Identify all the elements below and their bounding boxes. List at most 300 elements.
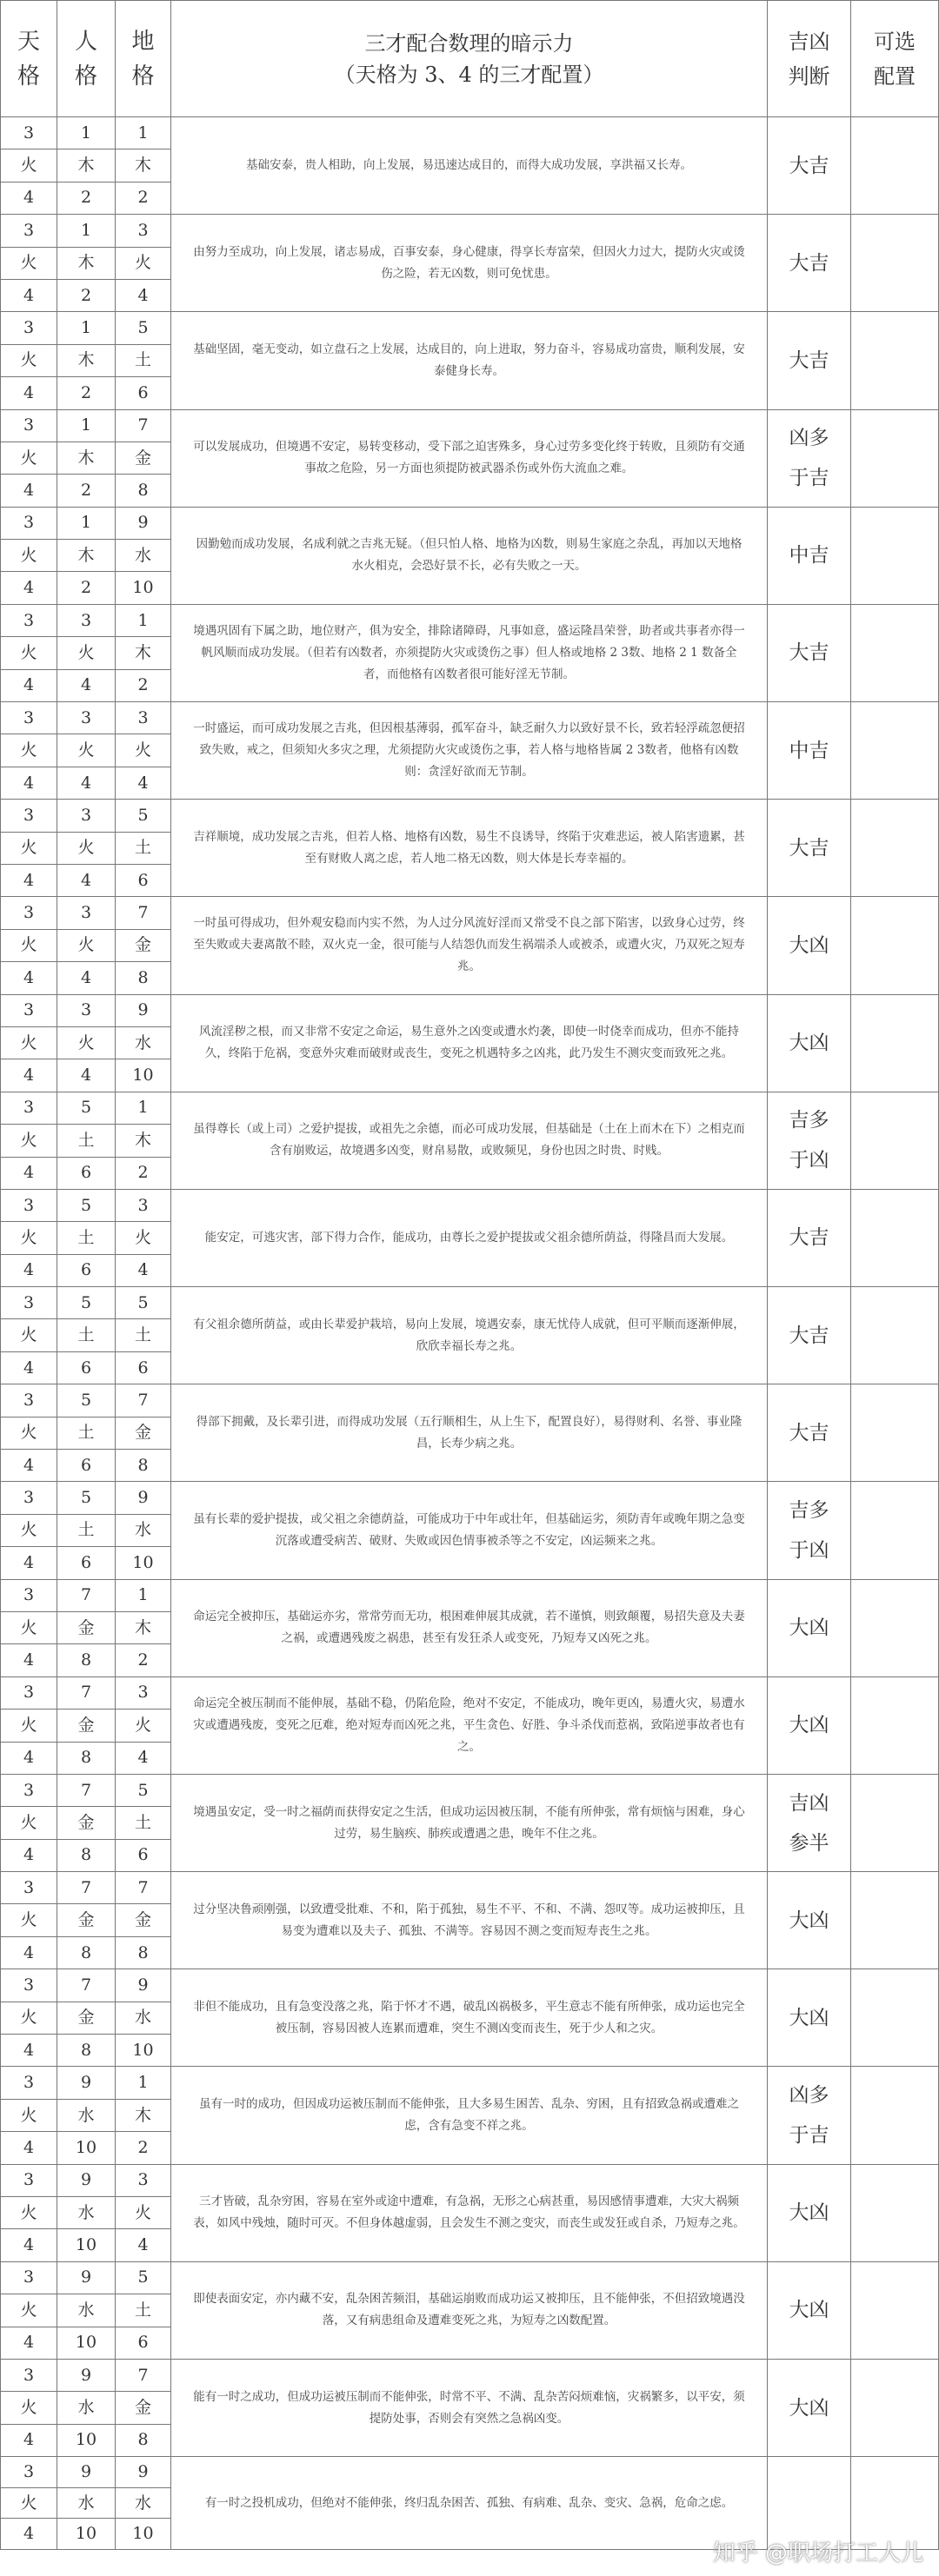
- renge-cell: 10: [57, 2327, 116, 2359]
- dige-cell: 水: [116, 2002, 171, 2034]
- renge-cell: 金: [57, 1611, 116, 1643]
- dige-cell: 6: [116, 1351, 171, 1384]
- renge-cell: 6: [57, 1450, 116, 1482]
- result-cell: [768, 800, 851, 897]
- dige-cell: 7: [116, 1384, 171, 1417]
- tiange-cell: 火: [1, 1026, 57, 1059]
- result-cell: [768, 1092, 851, 1189]
- description-text: 非但不能成功，且有急变没落之兆，陷于怀才不遇，破乱凶祸极多，平生意志不能有所伸张，成功运也完全被压制，容易因被人连累而遭难，突生不测凶变而丧生，死于少人和之灾。: [193, 1999, 745, 2035]
- header-result: 吉凶 判断: [768, 1, 851, 117]
- tiange-cell: 3: [1, 2261, 57, 2294]
- tiange-cell: 3: [1, 1287, 57, 1319]
- tiange-cell: 3: [1, 507, 57, 539]
- renge-cell: 火: [57, 1026, 116, 1059]
- dige-cell: 7: [116, 897, 171, 929]
- renge-cell: 金: [57, 1710, 116, 1742]
- renge-cell: 7: [57, 1676, 116, 1709]
- renge-cell: 4: [57, 1059, 116, 1092]
- dige-cell: 1: [116, 2067, 171, 2099]
- renge-cell: 5: [57, 1287, 116, 1319]
- description-cell: [171, 897, 768, 994]
- renge-cell: 2: [57, 182, 116, 214]
- option-cell: [851, 2261, 939, 2359]
- description-text: 三才皆破，乱杂穷困，容易在室外或途中遭难，有急祸，无形之心病甚重，易因感情事遭难，大灾大祸频表，如风中残烛，随时可灭。不但身体越虚弱，且会发生不测之变灾，而丧生或发狂或自杀，乃短寿之兆。: [193, 2194, 745, 2231]
- result-cell: [768, 2164, 851, 2261]
- result-text: 大吉: [789, 349, 829, 372]
- dige-cell: 木: [116, 1125, 171, 1157]
- renge-cell: 1: [57, 117, 116, 149]
- option-cell: [851, 1384, 939, 1482]
- renge-cell: 5: [57, 1189, 116, 1221]
- dige-cell: 火: [116, 247, 171, 279]
- result-text: 吉多 于凶: [789, 1498, 829, 1562]
- result-text: 凶多 于吉: [789, 427, 829, 490]
- header-renge: 人 格: [57, 1, 116, 117]
- config-row: [1, 409, 939, 442]
- result-cell: [768, 1287, 851, 1384]
- config-row: [1, 1579, 939, 1611]
- option-cell: [851, 312, 939, 409]
- dige-cell: 9: [116, 2457, 171, 2488]
- watermark: 知乎 @职场打工人儿: [712, 2540, 923, 2566]
- description-cell: [171, 604, 768, 701]
- result-cell: [768, 1872, 851, 1969]
- tiange-cell: 火: [1, 1807, 57, 1839]
- renge-cell: 7: [57, 1969, 116, 2002]
- tiange-cell: 4: [1, 182, 57, 214]
- option-cell: [851, 604, 939, 701]
- dige-cell: 9: [116, 507, 171, 539]
- dige-cell: 2: [116, 182, 171, 214]
- tiange-cell: 火: [1, 540, 57, 572]
- description-cell: [171, 1482, 768, 1579]
- tiange-cell: 火: [1, 929, 57, 961]
- dige-cell: 金: [116, 442, 171, 474]
- tiange-cell: 4: [1, 2229, 57, 2261]
- result-text: 大吉: [789, 641, 829, 665]
- result-text: 大吉: [789, 1421, 829, 1444]
- dige-cell: 10: [116, 1547, 171, 1579]
- description-cell: [171, 2457, 768, 2550]
- tiange-cell: 火: [1, 734, 57, 767]
- renge-cell: 8: [57, 2035, 116, 2067]
- renge-cell: 7: [57, 1579, 116, 1611]
- config-row: [1, 1676, 939, 1709]
- description-cell: [171, 215, 768, 312]
- config-row: [1, 1384, 939, 1417]
- config-row: [1, 2359, 939, 2391]
- renge-cell: 3: [57, 897, 116, 929]
- tiange-cell: 3: [1, 312, 57, 344]
- description-text: 命运完全被压制而不能伸展，基础不稳，仍陷危险，绝对不安定，不能成功，晚年更凶，易遭火灾，易遭水灾或遭遇残废，变死之厄难，绝对短寿而凶死之兆，平生贪色、好胜、争斗杀伐而惹祸，致陷逆事故者也有之。: [193, 1696, 745, 1754]
- tiange-cell: 火: [1, 2197, 57, 2229]
- renge-cell: 4: [57, 962, 116, 994]
- renge-cell: 水: [57, 2487, 116, 2519]
- renge-cell: 8: [57, 1936, 116, 1969]
- description-cell: [171, 800, 768, 897]
- result-text: 吉多 于凶: [789, 1109, 829, 1172]
- tiange-cell: 4: [1, 1644, 57, 1676]
- description-cell: [171, 117, 768, 215]
- result-cell: [768, 1579, 851, 1676]
- config-row: [1, 1092, 939, 1124]
- result-text: 大凶: [789, 2396, 829, 2420]
- dige-cell: 5: [116, 800, 171, 832]
- dige-cell: 木: [116, 2099, 171, 2131]
- tiange-cell: 4: [1, 2519, 57, 2550]
- result-cell: [768, 604, 851, 701]
- result-cell: [768, 1384, 851, 1482]
- dige-cell: 火: [116, 734, 171, 767]
- tiange-cell: 4: [1, 1839, 57, 1871]
- description-text: 一时虽可得成功，但外观安稳而内实不然，为人过分风流好淫而又常受不良之部下陷害，以致身心过劳，终至失败或夫妻离散不睦，双火克一金，很可能与人结怨仇而发生祸端杀人或被杀，或遭火灾，乃双死之短寿兆。: [193, 916, 745, 974]
- option-cell: [851, 215, 939, 312]
- dige-cell: 6: [116, 2327, 171, 2359]
- dige-cell: 3: [116, 215, 171, 247]
- renge-cell: 土: [57, 1319, 116, 1351]
- tiange-cell: 火: [1, 344, 57, 376]
- dige-cell: 5: [116, 1774, 171, 1806]
- dige-cell: 水: [116, 2487, 171, 2519]
- dige-cell: 2: [116, 2132, 171, 2164]
- dige-cell: 8: [116, 962, 171, 994]
- dige-cell: 2: [116, 669, 171, 701]
- dige-cell: 4: [116, 767, 171, 799]
- dige-cell: 1: [116, 117, 171, 149]
- tiange-cell: 火: [1, 832, 57, 864]
- option-cell: [851, 1872, 939, 1969]
- renge-cell: 2: [57, 279, 116, 311]
- renge-cell: 6: [57, 1547, 116, 1579]
- result-text: 大凶: [789, 2201, 829, 2225]
- description-cell: [171, 1384, 768, 1482]
- dige-cell: 土: [116, 832, 171, 864]
- renge-cell: 3: [57, 604, 116, 636]
- option-cell: [851, 1189, 939, 1286]
- description-text: 基础安泰，贵人相助，向上发展，易迅速达成目的，而得大成功发展，享洪福又长寿。: [246, 158, 692, 173]
- renge-cell: 水: [57, 2294, 116, 2327]
- renge-cell: 金: [57, 2002, 116, 2034]
- dige-cell: 5: [116, 2261, 171, 2294]
- renge-cell: 水: [57, 2099, 116, 2131]
- dige-cell: 9: [116, 1969, 171, 2002]
- tiange-cell: 火: [1, 1611, 57, 1643]
- result-cell: [768, 507, 851, 604]
- renge-cell: 10: [57, 2519, 116, 2550]
- result-text: 大凶: [789, 933, 829, 957]
- option-cell: [851, 117, 939, 215]
- description-cell: [171, 994, 768, 1092]
- dige-cell: 金: [116, 929, 171, 961]
- tiange-cell: 4: [1, 962, 57, 994]
- config-row: [1, 2164, 939, 2196]
- tiange-cell: 火: [1, 1710, 57, 1742]
- option-cell: [851, 2164, 939, 2261]
- result-cell: [768, 2067, 851, 2164]
- renge-cell: 4: [57, 669, 116, 701]
- description-text: 过分坚决鲁顽刚强，以致遭受批难、不和，陷于孤独，易生不平、不和、不满、怨叹等。成功运被抑压，且易变为遭难以及夫子、孤独、不满等。容易因不测之变而短寿丧生之兆。: [193, 1902, 745, 1938]
- result-cell: [768, 994, 851, 1092]
- description-cell: [171, 1189, 768, 1286]
- description-cell: [171, 1579, 768, 1676]
- description-text: 命运完全被抑压，基础运亦劣，常常劳而无功，根困难伸展其成就，若不谨慎，则致颠覆，易招失意及夫妻之祸，或遭遇残废之祸患，甚至有发狂杀人或变死，乃短寿又凶死之兆。: [193, 1610, 745, 1646]
- description-cell: [171, 702, 768, 800]
- description-text: 有父祖余德所荫益，或由长辈爱护栽培，易向上发展，境遇安泰，康无忧侍人成就，但可平顺而逐渐伸展，欣欣幸福长寿之兆。: [193, 1317, 745, 1353]
- config-row: [1, 1482, 939, 1514]
- dige-cell: 5: [116, 312, 171, 344]
- description-cell: [171, 1092, 768, 1189]
- tiange-cell: 3: [1, 409, 57, 442]
- result-text: 大凶: [789, 1714, 829, 1737]
- description-cell: [171, 312, 768, 409]
- renge-cell: 10: [57, 2229, 116, 2261]
- tiange-cell: 4: [1, 1157, 57, 1189]
- dige-cell: 木: [116, 637, 171, 669]
- result-text: 凶多 于吉: [789, 2084, 829, 2148]
- dige-cell: 10: [116, 2035, 171, 2067]
- config-row: [1, 215, 939, 247]
- result-cell: [768, 409, 851, 507]
- tiange-cell: 3: [1, 1774, 57, 1806]
- config-row: [1, 2261, 939, 2294]
- tiange-cell: 3: [1, 1092, 57, 1124]
- result-text: 大凶: [789, 1909, 829, 1932]
- dige-cell: 7: [116, 2359, 171, 2391]
- dige-cell: 9: [116, 1482, 171, 1514]
- dige-cell: 火: [116, 2197, 171, 2229]
- result-text: 大吉: [789, 1324, 829, 1347]
- renge-cell: 1: [57, 507, 116, 539]
- config-row: [1, 604, 939, 636]
- description-text: 可以发展成功，但境遇不安定，易转变移动，受下部之迫害殊多，身心过劳多变化终于转败，且须防有交通事故之危险，另一方面也须提防被武器杀伤或外伤大流血之难。: [193, 440, 745, 476]
- tiange-cell: 4: [1, 475, 57, 507]
- tiange-cell: 火: [1, 2002, 57, 2034]
- description-text: 境遇巩固有下属之助，地位财产，俱为安全，排除诸障碍，凡事如意，盛运隆昌荣誉，助者或共事者亦得一帆风顺而成功发展。（但若有凶数者，亦须提防火灾或烫伤之事）但人格或地格 2 3数、地格 2 1 数备全者，而他格有凶数者很可能好淫无节制。: [193, 623, 745, 681]
- dige-cell: 6: [116, 1839, 171, 1871]
- result-text: 大吉: [789, 1226, 829, 1250]
- option-cell: [851, 1969, 939, 2067]
- dige-cell: 金: [116, 1417, 171, 1449]
- dige-cell: 3: [116, 1189, 171, 1221]
- tiange-cell: 3: [1, 702, 57, 734]
- result-cell: [768, 1969, 851, 2067]
- dige-cell: 6: [116, 864, 171, 896]
- dige-cell: 3: [116, 702, 171, 734]
- result-cell: [768, 1482, 851, 1579]
- option-cell: [851, 994, 939, 1092]
- header-row: [1, 1, 939, 117]
- option-cell: [851, 2067, 939, 2164]
- renge-cell: 6: [57, 1351, 116, 1384]
- renge-cell: 6: [57, 1157, 116, 1189]
- option-cell: [851, 409, 939, 507]
- tiange-cell: 4: [1, 1351, 57, 1384]
- tiange-cell: 4: [1, 377, 57, 409]
- dige-cell: 3: [116, 2164, 171, 2196]
- tiange-cell: 3: [1, 800, 57, 832]
- renge-cell: 土: [57, 1417, 116, 1449]
- renge-cell: 8: [57, 1839, 116, 1871]
- tiange-cell: 火: [1, 149, 57, 182]
- config-row: [1, 2457, 939, 2488]
- option-cell: [851, 1092, 939, 1189]
- result-cell: [768, 1189, 851, 1286]
- dige-cell: 8: [116, 1450, 171, 1482]
- tiange-cell: 3: [1, 1969, 57, 2002]
- result-text: 大吉: [789, 836, 829, 860]
- description-text: 一时盛运，而可成功发展之吉兆，但因根基薄弱，孤军奋斗，缺乏耐久力以致好景不长，致若轻浮疏忽便招致失败，戒之，但须知火多灾之理，尤须提防火灾或烫伤之事，若人格与地格皆属 2 3数者，他格有凶数则：贪淫好欲而无节制。: [193, 721, 745, 780]
- renge-cell: 2: [57, 475, 116, 507]
- description-text: 吉祥顺境，成功发展之吉兆，但若人格、地格有凶数，易生不良诱导，终陷于灾难悲运，被人陷害遗累，甚至有财败人离之虑，若人地二格无凶数，则大体是长寿幸福的。: [193, 829, 745, 866]
- tiange-cell: 3: [1, 1579, 57, 1611]
- description-text: 风流淫秽之根，而又非常不安定之命运，易生意外之凶变或遭水灼袭，即使一时侥幸而成功，但亦不能持久，终陷于危祸，变意外灾难而破财或丧生，变死之机遇特多之凶兆，此乃发生不测灾变而致死之兆。: [199, 1025, 739, 1061]
- config-row: [1, 800, 939, 832]
- tiange-cell: 3: [1, 2359, 57, 2391]
- option-cell: [851, 1482, 939, 1579]
- tiange-cell: 3: [1, 897, 57, 929]
- description-text: 基础坚固，毫无变动，如立盘石之上发展，达成目的，向上进取，努力奋斗，容易成功富贵，顺利发展，安泰健身长寿。: [193, 342, 745, 378]
- option-cell: [851, 1579, 939, 1676]
- tiange-cell: 4: [1, 1936, 57, 1969]
- description-cell: [171, 2359, 768, 2456]
- description-cell: [171, 1969, 768, 2067]
- dige-cell: 10: [116, 572, 171, 604]
- tiange-cell: 火: [1, 637, 57, 669]
- renge-cell: 木: [57, 149, 116, 182]
- tiange-cell: 火: [1, 442, 57, 474]
- description-text: 即使表面安定，亦内藏不安，乱杂困苦频泪，基础运崩败而成功运又被抑压，且不能伸张，不但招致境遇没落，又有病患组命及遭难变死之兆，为短寿之凶数配置。: [193, 2292, 745, 2328]
- dige-cell: 木: [116, 149, 171, 182]
- option-cell: [851, 1676, 939, 1774]
- renge-cell: 9: [57, 2164, 116, 2196]
- description-cell: [171, 507, 768, 604]
- header-dige: 地 格: [116, 1, 171, 117]
- description-text: 虽有长辈的爱护提拔，或父祖之余德荫益，可能成功于中年或壮年，但基础运劣，须防青年或晚年期之急变沉落或遭受病苦、破财、失败或因色情事被杀等之不安定，凶运频来之兆。: [193, 1511, 745, 1548]
- dige-cell: 火: [116, 1222, 171, 1254]
- result-text: 吉凶 参半: [789, 1791, 829, 1855]
- renge-cell: 1: [57, 409, 116, 442]
- dige-cell: 土: [116, 1807, 171, 1839]
- tiange-cell: 火: [1, 2294, 57, 2327]
- dige-cell: 6: [116, 377, 171, 409]
- tiange-cell: 4: [1, 1547, 57, 1579]
- result-cell: [768, 215, 851, 312]
- option-cell: [851, 507, 939, 604]
- description-text: 能安定，可逃灾害，部下得力合作，能成功，由尊长之爱护提拔或父祖余德所荫益，得隆昌而大发展。: [204, 1230, 734, 1245]
- renge-cell: 7: [57, 1774, 116, 1806]
- tiange-cell: 4: [1, 1254, 57, 1286]
- dige-cell: 4: [116, 1742, 171, 1774]
- renge-cell: 6: [57, 1254, 116, 1286]
- description-text: 能有一时之成功，但成功运被压制而不能伸张，时常不平、不满、乱杂苦闷烦难恼，灾祸繁多，以平安，须提防处事，否则会有突然之急祸凶变。: [193, 2389, 745, 2426]
- description-text: 得部下拥戴，及长辈引进，而得成功发展（五行顺相生，从上生下，配置良好），易得财利、名誉、事业隆昌，长寿少病之兆。: [196, 1414, 743, 1451]
- renge-cell: 木: [57, 540, 116, 572]
- renge-cell: 2: [57, 377, 116, 409]
- renge-cell: 水: [57, 2392, 116, 2424]
- tiange-cell: 4: [1, 1059, 57, 1092]
- description-cell: [171, 1872, 768, 1969]
- renge-cell: 1: [57, 312, 116, 344]
- tiange-cell: 4: [1, 864, 57, 896]
- dige-cell: 2: [116, 1644, 171, 1676]
- result-cell: [768, 702, 851, 800]
- tiange-cell: 3: [1, 1872, 57, 1904]
- result-text: 大凶: [789, 2006, 829, 2029]
- result-text: 大凶: [789, 1032, 829, 1055]
- description-text: 有一时之投机成功，但绝对不能伸张，终归乱杂困苦、孤独、有病难、乱杂、变灾、急祸，危命之虑。: [204, 2495, 734, 2510]
- renge-cell: 9: [57, 2261, 116, 2294]
- renge-cell: 木: [57, 344, 116, 376]
- config-row: [1, 312, 939, 344]
- result-text: 大凶: [789, 2299, 829, 2322]
- renge-cell: 5: [57, 1482, 116, 1514]
- option-cell: [851, 1774, 939, 1871]
- renge-cell: 水: [57, 2197, 116, 2229]
- renge-cell: 3: [57, 800, 116, 832]
- result-text: 大吉: [789, 154, 829, 177]
- tiange-cell: 3: [1, 1482, 57, 1514]
- dige-cell: 7: [116, 1872, 171, 1904]
- dige-cell: 水: [116, 1026, 171, 1059]
- result-cell: [768, 2359, 851, 2456]
- config-row: [1, 1969, 939, 2002]
- tiange-cell: 火: [1, 2487, 57, 2519]
- description-cell: [171, 409, 768, 507]
- dige-cell: 3: [116, 1676, 171, 1709]
- config-row: [1, 117, 939, 149]
- renge-cell: 4: [57, 864, 116, 896]
- result-text: 中吉: [789, 739, 829, 762]
- description-cell: [171, 1774, 768, 1871]
- renge-cell: 5: [57, 1092, 116, 1124]
- dige-cell: 土: [116, 1319, 171, 1351]
- description-cell: [171, 2164, 768, 2261]
- header-title: 三才配合数理的暗示力 （天格为 3、4 的三才配置）: [171, 1, 768, 117]
- option-cell: [851, 702, 939, 800]
- result-cell: [768, 1774, 851, 1871]
- config-row: [1, 1189, 939, 1221]
- renge-cell: 2: [57, 572, 116, 604]
- tiange-cell: 火: [1, 1904, 57, 1936]
- dige-cell: 5: [116, 1287, 171, 1319]
- dige-cell: 8: [116, 1936, 171, 1969]
- renge-cell: 木: [57, 247, 116, 279]
- tiange-cell: 3: [1, 1189, 57, 1221]
- dige-cell: 1: [116, 1092, 171, 1124]
- tiange-cell: 3: [1, 215, 57, 247]
- renge-cell: 木: [57, 442, 116, 474]
- tiange-cell: 火: [1, 247, 57, 279]
- description-cell: [171, 2261, 768, 2359]
- renge-cell: 3: [57, 994, 116, 1026]
- description-text: 因勤勉而成功发展，名成利就之吉兆无疑。（但只怕人格、地格为凶数，则易生家庭之杂乱，再加以天地格水火相克，会恐好景不长，必有失败之一天。: [196, 537, 743, 574]
- renge-cell: 火: [57, 832, 116, 864]
- tiange-cell: 火: [1, 2099, 57, 2131]
- tiange-cell: 4: [1, 572, 57, 604]
- renge-cell: 火: [57, 637, 116, 669]
- dige-cell: 10: [116, 2519, 171, 2550]
- description-cell: [171, 2067, 768, 2164]
- renge-cell: 5: [57, 1384, 116, 1417]
- tiange-cell: 3: [1, 1676, 57, 1709]
- option-cell: [851, 800, 939, 897]
- dige-cell: 4: [116, 1254, 171, 1286]
- tiange-cell: 火: [1, 1222, 57, 1254]
- config-row: [1, 1872, 939, 1904]
- config-row: [1, 1287, 939, 1319]
- dige-cell: 2: [116, 1157, 171, 1189]
- config-row: [1, 897, 939, 929]
